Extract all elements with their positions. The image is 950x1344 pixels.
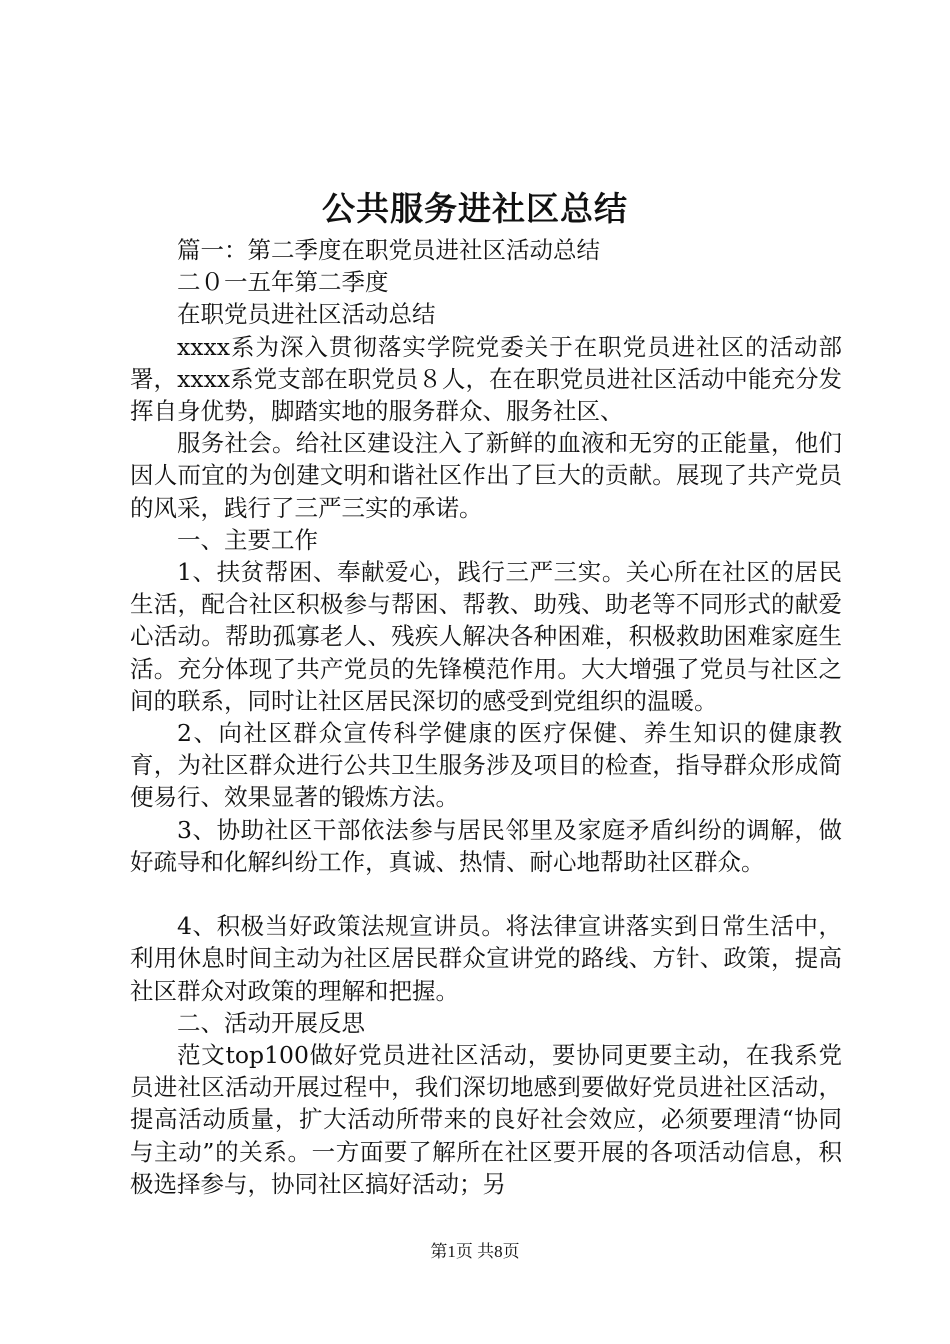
paragraph: 服务社会。给社区建设注入了新鲜的血液和无穷的正能量，他们因人而宜的为创建文明和谐社区作出了巨大的贡献。展现了共产党员的风采，践行了三严三实的承诺。 xyxy=(130,429,842,522)
paragraph: 篇一：第二季度在职党员进社区活动总结 xyxy=(177,236,600,264)
paragraph: 在职党员进社区活动总结 xyxy=(177,300,436,329)
section-heading: 二、活动开展反思 xyxy=(177,1008,365,1037)
paragraph: 2、向社区群众宣传科学健康的医疗保健、养生知识的健康教育，为社区群众进行公共卫生服务涉及项目的检查，指导群众形成简便易行、效果显著的锻炼方法。 xyxy=(130,719,842,812)
blank-line xyxy=(130,878,842,910)
paragraph: 4、积极当好政策法规宣讲员。将法律宣讲落实到日常生活中，利用休息时间主动为社区居民群众宣讲党的路线、方针、政策，提高社区群众对政策的理解和把握。 xyxy=(130,912,842,1005)
document-title: 公共服务进社区总结 xyxy=(322,189,628,228)
paragraph: 3、协助社区干部依法参与居民邻里及家庭矛盾纠纷的调解，做好疏导和化解纠纷工作，真诚、热情、耐心地帮助社区群众。 xyxy=(130,815,842,876)
document-body xyxy=(130,234,842,1200)
section-heading: 一、主要工作 xyxy=(177,525,318,554)
paragraph: 二０一五年第二季度 xyxy=(177,268,389,297)
page-footer: 第1页 共8页 xyxy=(430,1242,520,1261)
paragraph: 1、扶贫帮困、奉献爱心，践行三严三实。关心所在社区的居民生活，配合社区积极参与帮困、帮教、助残、助老等不同形式的献爱心活动。帮助孤寡老人、残疾人解决各种困难，积极救助困难家庭生活。充分体现了共产党员的先锋模范作用。大大增强了党员与社区之间的联系，同时让社区居民深切的感受到党组织的温暖。 xyxy=(130,558,842,715)
paragraph: 范文top100做好党员进社区活动，要协同更要主动，在我系党员进社区活动开展过程中，我们深切地感到要做好党员进社区活动，提高活动质量，扩大活动所带来的良好社会效应，必须要理清“协同与主动”的关系。一方面要了解所在社区要开展的各项活动信息，积极选择参与，协同社区搞好活动；另 xyxy=(130,1041,842,1198)
paragraph: xxxx系为深入贯彻落实学院党委关于在职党员进社区的活动部署，xxxx系党支部在职党员８人，在在职党员进社区活动中能充分发挥自身优势，脚踏实地的服务群众、服务社区、 xyxy=(130,332,842,426)
